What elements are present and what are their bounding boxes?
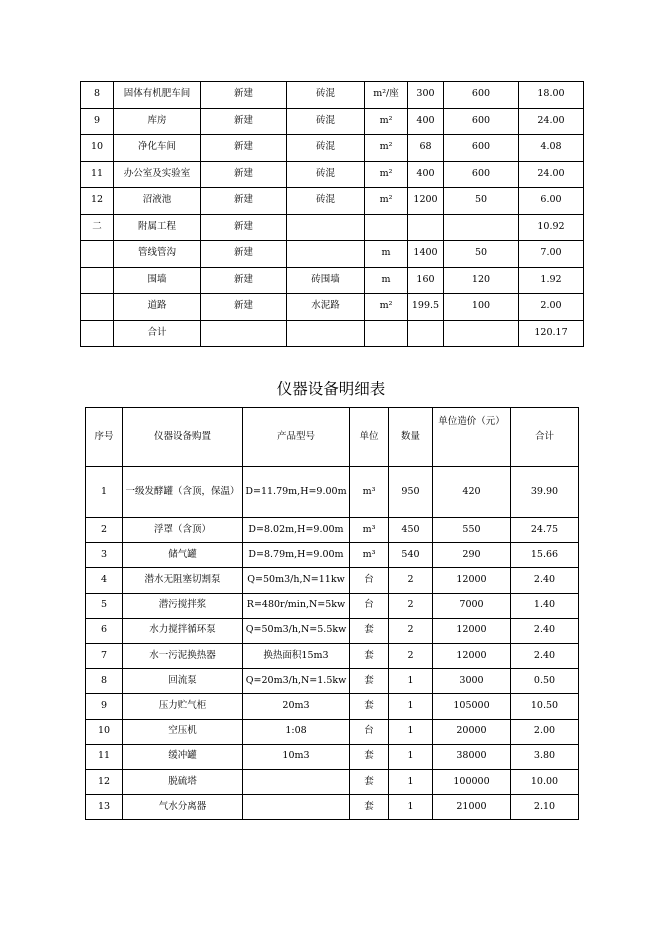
table-cell: 净化车间: [114, 135, 201, 162]
table-cell: 砖混: [287, 82, 365, 109]
table-cell: 3.80: [511, 744, 579, 769]
table-cell: m²: [365, 108, 408, 135]
table-row: [86, 543, 579, 568]
table-row: [86, 467, 579, 518]
table-cell: 100: [444, 294, 519, 321]
table-cell: 12: [81, 188, 114, 215]
table-cell: 12000: [433, 618, 511, 643]
table-cell: 10.00: [511, 769, 579, 794]
table-cell: 4.08: [519, 135, 584, 162]
table-cell: 潜水无阻塞切割泵: [123, 568, 243, 593]
table-row: [86, 769, 579, 794]
table-cell: 12000: [433, 568, 511, 593]
table-cell: 24.00: [519, 108, 584, 135]
table-cell: m³: [350, 543, 389, 568]
table-cell: [444, 214, 519, 241]
header-cell: 合计: [511, 408, 579, 467]
table-row: [86, 568, 579, 593]
table-cell: 围墙: [114, 267, 201, 294]
table-header-row: [86, 408, 579, 467]
equipment-table-title: 仪器设备明细表: [276, 380, 386, 398]
table-cell: 9: [81, 108, 114, 135]
table-cell: 10.50: [511, 694, 579, 719]
table-cell: 台: [350, 719, 389, 744]
table-row: [81, 188, 584, 215]
table-cell: Q=50m3/h,N=11kw: [243, 568, 350, 593]
table-cell: 9: [86, 694, 123, 719]
table-cell: 290: [433, 543, 511, 568]
header-cell: 序号: [86, 408, 123, 467]
table-cell: 办公室及实验室: [114, 161, 201, 188]
table-cell: 6: [86, 618, 123, 643]
table-cell: 水一污泥换热器: [123, 643, 243, 668]
table-cell: 回流泵: [123, 669, 243, 694]
table-cell: m²: [365, 294, 408, 321]
table-cell: 1400: [408, 241, 444, 268]
table-cell: 1: [86, 467, 123, 518]
table-cell: 1: [389, 769, 433, 794]
table-row: [86, 694, 579, 719]
table-cell: 新建: [201, 214, 287, 241]
table-cell: 新建: [201, 82, 287, 109]
table-cell: 1200: [408, 188, 444, 215]
table-cell: 台: [350, 568, 389, 593]
equipment-detail-table: [85, 407, 579, 820]
table-cell: [287, 241, 365, 268]
table-cell: 压力贮气柜: [123, 694, 243, 719]
table-cell: 脱硫塔: [123, 769, 243, 794]
table-cell: 600: [444, 108, 519, 135]
table-cell: 20m3: [243, 694, 350, 719]
table-cell: m³: [350, 467, 389, 518]
table-cell: 68: [408, 135, 444, 162]
table-cell: 1.92: [519, 267, 584, 294]
table-cell: 沼液池: [114, 188, 201, 215]
table-cell: 2: [389, 618, 433, 643]
table-cell: 21000: [433, 795, 511, 820]
table-cell: 砖混: [287, 135, 365, 162]
table-cell: [81, 241, 114, 268]
table-cell: 空压机: [123, 719, 243, 744]
table-cell: 一级发酵罐（含顶，保温）: [123, 467, 243, 518]
table-cell: Q=20m3/h,N=1.5kw: [243, 669, 350, 694]
table-cell: 储气罐: [123, 543, 243, 568]
construction-cost-table: [80, 81, 584, 347]
table-cell: [243, 769, 350, 794]
table-row: [86, 618, 579, 643]
table-cell: 附属工程: [114, 214, 201, 241]
table-cell: 二: [81, 214, 114, 241]
table-cell: 11: [81, 161, 114, 188]
table-cell: 8: [86, 669, 123, 694]
table-cell: 100000: [433, 769, 511, 794]
table-cell: [408, 320, 444, 347]
table-cell: 水力搅拌循环泵: [123, 618, 243, 643]
table-cell: 18.00: [519, 82, 584, 109]
table-cell: [408, 214, 444, 241]
table-cell: 固体有机肥车间: [114, 82, 201, 109]
table-cell: 7: [86, 643, 123, 668]
table-cell: 13: [86, 795, 123, 820]
table-cell: 3: [86, 543, 123, 568]
table-cell: 39.90: [511, 467, 579, 518]
table-row: [81, 320, 584, 347]
table-cell: 12000: [433, 643, 511, 668]
table-cell: 400: [408, 161, 444, 188]
table-cell: 新建: [201, 267, 287, 294]
table-cell: 7.00: [519, 241, 584, 268]
table-cell: 600: [444, 161, 519, 188]
table-cell: m²: [365, 135, 408, 162]
table-cell: 管线管沟: [114, 241, 201, 268]
header-cell: 仪器设备购置: [123, 408, 243, 467]
table-row: [86, 719, 579, 744]
table-cell: 新建: [201, 135, 287, 162]
table-row: [81, 135, 584, 162]
table-cell: 2.40: [511, 568, 579, 593]
table-cell: 38000: [433, 744, 511, 769]
table-cell: 2.40: [511, 618, 579, 643]
table-cell: 12: [86, 769, 123, 794]
table-cell: [365, 214, 408, 241]
table-cell: 1: [389, 744, 433, 769]
table-cell: 新建: [201, 161, 287, 188]
table-cell: [287, 320, 365, 347]
table-cell: 套: [350, 769, 389, 794]
table-cell: 新建: [201, 188, 287, 215]
table-cell: 450: [389, 518, 433, 543]
table-cell: [81, 267, 114, 294]
table-cell: [243, 795, 350, 820]
table-cell: 道路: [114, 294, 201, 321]
table-cell: [365, 320, 408, 347]
table-cell: 水泥路: [287, 294, 365, 321]
header-cell: 单位造价（元）: [433, 408, 511, 467]
table-cell: 2: [389, 568, 433, 593]
table-cell: D=8.79m,H=9.00m: [243, 543, 350, 568]
table-cell: 20000: [433, 719, 511, 744]
table-cell: [444, 320, 519, 347]
table-cell: 5: [86, 593, 123, 618]
table-cell: 1: [389, 719, 433, 744]
table-cell: 1: [389, 795, 433, 820]
table-cell: 换热面积15m3: [243, 643, 350, 668]
table-row: [86, 744, 579, 769]
table-row: [86, 669, 579, 694]
table-cell: 新建: [201, 108, 287, 135]
table-cell: 1: [389, 669, 433, 694]
table-cell: 15.66: [511, 543, 579, 568]
table-cell: 4: [86, 568, 123, 593]
table-cell: 套: [350, 744, 389, 769]
table-cell: D=11.79m,H=9.00m: [243, 467, 350, 518]
table-cell: 3000: [433, 669, 511, 694]
table-row: [86, 643, 579, 668]
table-cell: 50: [444, 241, 519, 268]
table-cell: 7000: [433, 593, 511, 618]
table-row: [81, 214, 584, 241]
table-cell: m³: [350, 518, 389, 543]
table-cell: 24.75: [511, 518, 579, 543]
table-cell: 2: [389, 643, 433, 668]
table-cell: 库房: [114, 108, 201, 135]
table-cell: 6.00: [519, 188, 584, 215]
header-cell: 产品型号: [243, 408, 350, 467]
table-row: [81, 294, 584, 321]
table-cell: 400: [408, 108, 444, 135]
table-cell: 600: [444, 135, 519, 162]
table-cell: 气水分离器: [123, 795, 243, 820]
table-cell: 120: [444, 267, 519, 294]
table-row: [86, 593, 579, 618]
table-cell: 1:08: [243, 719, 350, 744]
table-cell: 600: [444, 82, 519, 109]
table-cell: 24.00: [519, 161, 584, 188]
table-cell: m: [365, 267, 408, 294]
table-cell: 台: [350, 593, 389, 618]
table-cell: 新建: [201, 294, 287, 321]
table-row: [81, 267, 584, 294]
table-cell: 199.5: [408, 294, 444, 321]
table-cell: m²: [365, 188, 408, 215]
header-cell: 数量: [389, 408, 433, 467]
table-cell: 0.50: [511, 669, 579, 694]
table-cell: m²: [365, 161, 408, 188]
table-cell: 11: [86, 744, 123, 769]
table-cell: 300: [408, 82, 444, 109]
table-cell: 套: [350, 643, 389, 668]
table-cell: 砖围墙: [287, 267, 365, 294]
table-cell: 8: [81, 82, 114, 109]
table-cell: 120.17: [519, 320, 584, 347]
table-cell: 套: [350, 694, 389, 719]
table-cell: 砖混: [287, 188, 365, 215]
table-cell: 550: [433, 518, 511, 543]
table-cell: m²/座: [365, 82, 408, 109]
table-cell: 950: [389, 467, 433, 518]
table-cell: 1: [389, 694, 433, 719]
table-cell: 10: [81, 135, 114, 162]
table-cell: [81, 320, 114, 347]
table-cell: 10m3: [243, 744, 350, 769]
table-cell: m: [365, 241, 408, 268]
table-cell: 160: [408, 267, 444, 294]
table-cell: 套: [350, 669, 389, 694]
table-cell: 1.40: [511, 593, 579, 618]
table-row: [86, 795, 579, 820]
table-cell: 50: [444, 188, 519, 215]
table-cell: D=8.02m,H=9.00m: [243, 518, 350, 543]
table-cell: 420: [433, 467, 511, 518]
table-cell: R=480r/min,N=5kw: [243, 593, 350, 618]
table-cell: 潜污搅拌浆: [123, 593, 243, 618]
table-row: [86, 518, 579, 543]
table-cell: 2.40: [511, 643, 579, 668]
table-row: [81, 82, 584, 109]
table-cell: 105000: [433, 694, 511, 719]
table-cell: [201, 320, 287, 347]
table-cell: [287, 214, 365, 241]
table-cell: 砖混: [287, 108, 365, 135]
header-cell: 单位: [350, 408, 389, 467]
table-cell: 2: [389, 593, 433, 618]
table-cell: 2.00: [519, 294, 584, 321]
table-cell: 新建: [201, 241, 287, 268]
table-cell: [81, 294, 114, 321]
table-cell: Q=50m3/h,N=5.5kw: [243, 618, 350, 643]
table-row: [81, 161, 584, 188]
table-cell: 2.00: [511, 719, 579, 744]
table-row: [81, 241, 584, 268]
table-cell: 10.92: [519, 214, 584, 241]
table-cell: 合计: [114, 320, 201, 347]
table-cell: 10: [86, 719, 123, 744]
table-cell: 2: [86, 518, 123, 543]
table-row: [81, 108, 584, 135]
table-cell: 2.10: [511, 795, 579, 820]
table-cell: 缓冲罐: [123, 744, 243, 769]
table-cell: 浮罩（含顶）: [123, 518, 243, 543]
table-cell: 套: [350, 618, 389, 643]
table-cell: 540: [389, 543, 433, 568]
table-cell: 砖混: [287, 161, 365, 188]
table-cell: 套: [350, 795, 389, 820]
